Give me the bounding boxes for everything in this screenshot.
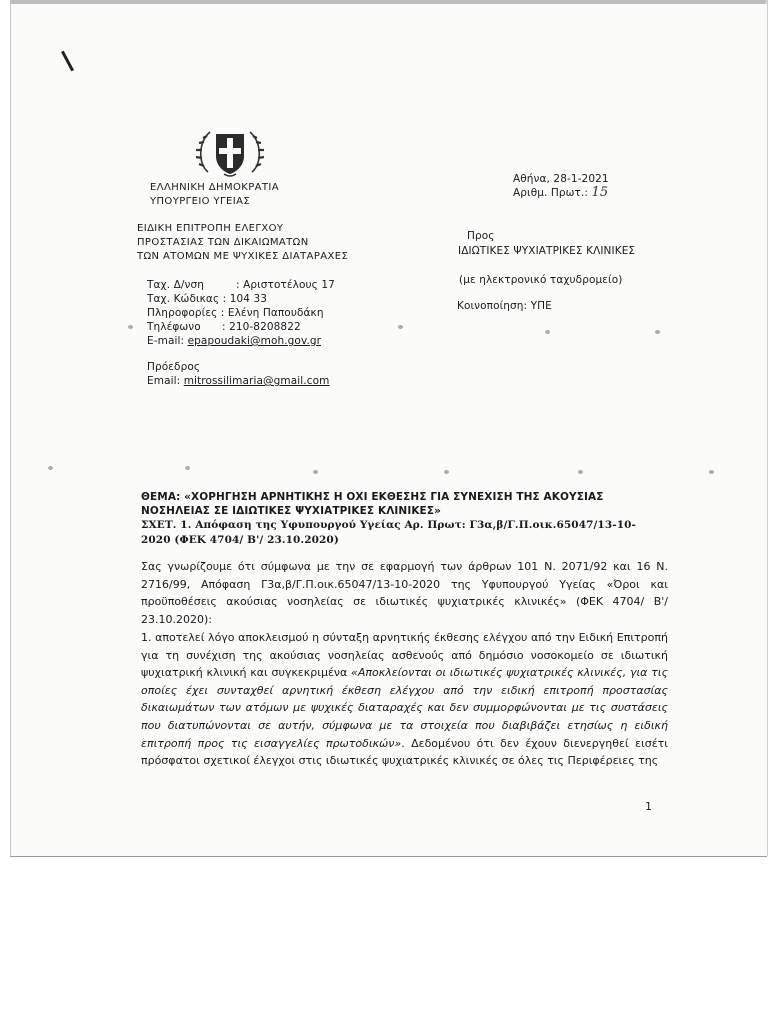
phone-label: Τηλέφωνο [147,321,201,333]
scan-speck [313,470,318,474]
postcode: Ταχ. Κώδικας : 104 33 [147,293,268,305]
scan-speck [48,466,53,470]
email-link[interactable]: epapoudaki@moh.gov.gr [187,335,322,347]
body-paragraph-2-text [141,629,668,770]
body-paragraph-1-text: Σας γνωρίζουμε ότι σύμφωνα με την σε εφαρμογή των άρθρων 101 Ν. 2071/92 και 16 Ν. 2716/99, Απόφαση Γ3α,β/Γ.Π.οικ.65047/13-10-2020 της Υφυπουργού Υγείας «Όροι και προϋποθέσεις ακούσιας νοσηλείας σε ιδιωτικές ψυχιατρικές κλινικές» (ΦΕΚ 4704/ Β'/ 23.10.2020): [141,560,668,626]
reference-line-1: ΣΧΕΤ. 1. Απόφαση της Υφυπουργού Υγείας Αρ. Πρωτ: Γ3α,β/Γ.Π.οικ.65047/13-10- [141,519,636,531]
scan-speck [709,470,714,474]
scan-speck [185,466,190,470]
country-name: ΕΛΛΗΝΙΚΗ ΔΗΜΟΚΡΑΤΙΑ [150,182,279,193]
president-email-link[interactable]: mitrossilimaria@gmail.com [183,375,330,387]
email-label: E-mail: [147,335,188,347]
body-paragraph-1 [141,558,668,628]
paragraph-2-quote: «Αποκλείονται οι ιδιωτικές ψυχιατρικές κλινικές, για τις οποίες έχει συνταχθεί αρνητική έκθεση ελέγχου από την ειδική επιτροπή προστασίας δικαιωμάτων των ατόμων με ψυχικές διαταραχές και δεν συμμορφώνονται με τις συστάσεις που διατυπώνονται σε αυτήν, σύμφωνα με τα στοιχεία που διαβιβάζει ετησίως η ειδική επιτροπή προς τις εισαγγελίες πρωτοδικών» [141,666,668,750]
president-email-line [147,374,329,388]
recipient-value: ΙΔΙΩΤΙΚΕΣ ΨΥΧΙΑΤΡΙΚΕΣ ΚΛΙΝΙΚΕΣ [458,245,636,257]
scan-speck [128,325,133,329]
scan-speck [444,470,449,474]
protocol-number-line [513,186,608,200]
president-email-label: Email: [147,375,184,387]
email-line [147,334,321,348]
scan-speck [398,325,403,329]
subject-line-1: ΘΕΜΑ: «ΧΟΡΗΓΗΣΗ ΑΡΝΗΤΙΚΗΣ Η ΟΧΙ ΕΚΘΕΣΗΣ ΓΙΑ ΣΥΝΕΧΙΣΗ ΤΗΣ ΑΚΟΥΣΙΑΣ [141,491,604,503]
paragraph-2-continuation: . Δεδομένου ότι δεν έχουν διενεργηθεί εισέτι πρόσφατοι σχετικοί έλεγχοι στις ιδιωτικές ψυχιατρικές κλινικές σε όλες τις Περιφέρειες της [141,736,668,768]
contact-person: Πληροφορίες : Ελένη Παπουδάκη [147,307,324,319]
ministry-name: ΥΠΟΥΡΓΕΙΟ ΥΓΕΙΑΣ [150,196,251,207]
reference-line-2: 2020 (ΦΕΚ 4704/ Β'/ 23.10.2020) [141,534,339,546]
paragraph-2-intro: 1. αποτελεί λόγο αποκλεισμού η σύνταξη αρνητικής έκθεσης ελέγχου από την Ειδική Επιτροπή για τη συνέχιση της ακούσιας νοσηλείας ασθενούς από δημόσιο νοσοκομείο σε ιδιωτική ψυχιατρική κλινική και συγκεκριμένα [141,631,668,680]
phone-value: : 210-8208822 [222,321,301,333]
protocol-handwritten-number: 15 [591,185,609,200]
delivery-method: (με ηλεκτρονικό ταχυδρομείο) [459,274,623,286]
committee-line-1: ΕΙΔΙΚΗ ΕΠΙΤΡΟΠΗ ΕΛΕΓΧΟΥ [137,223,284,234]
address-value: : Αριστοτέλους 17 [236,279,335,291]
document-date: Αθήνα, 28-1-2021 [513,173,609,185]
scan-speck [655,330,660,334]
committee-line-3: ΤΩΝ ΑΤΟΜΩΝ ΜΕ ΨΥΧΙΚΕΣ ΔΙΑΤΑΡΑΧΕΣ [137,251,349,262]
address-label: Ταχ. Δ/νση [147,279,204,291]
page-number: 1 [645,800,652,813]
scan-speck [545,330,550,334]
greek-coat-of-arms-icon [194,128,266,178]
president-label: Πρόεδρος [147,361,201,373]
cc-line: Κοινοποίηση: ΥΠΕ [457,300,552,312]
subject-line-2: ΝΟΣΗΛΕΙΑΣ ΣΕ ΙΔΙΩΤΙΚΕΣ ΨΥΧΙΑΤΡΙΚΕΣ ΚΛΙΝΙΚΕΣ» [141,505,441,517]
committee-line-2: ΠΡΟΣΤΑΣΙΑΣ ΤΩΝ ΔΙΚΑΙΩΜΑΤΩΝ [137,237,309,248]
body-paragraph-2 [141,629,668,770]
recipient-label: Προς [467,230,495,242]
protocol-label: Αριθμ. Πρωτ.: [513,187,592,199]
scan-speck [578,470,583,474]
